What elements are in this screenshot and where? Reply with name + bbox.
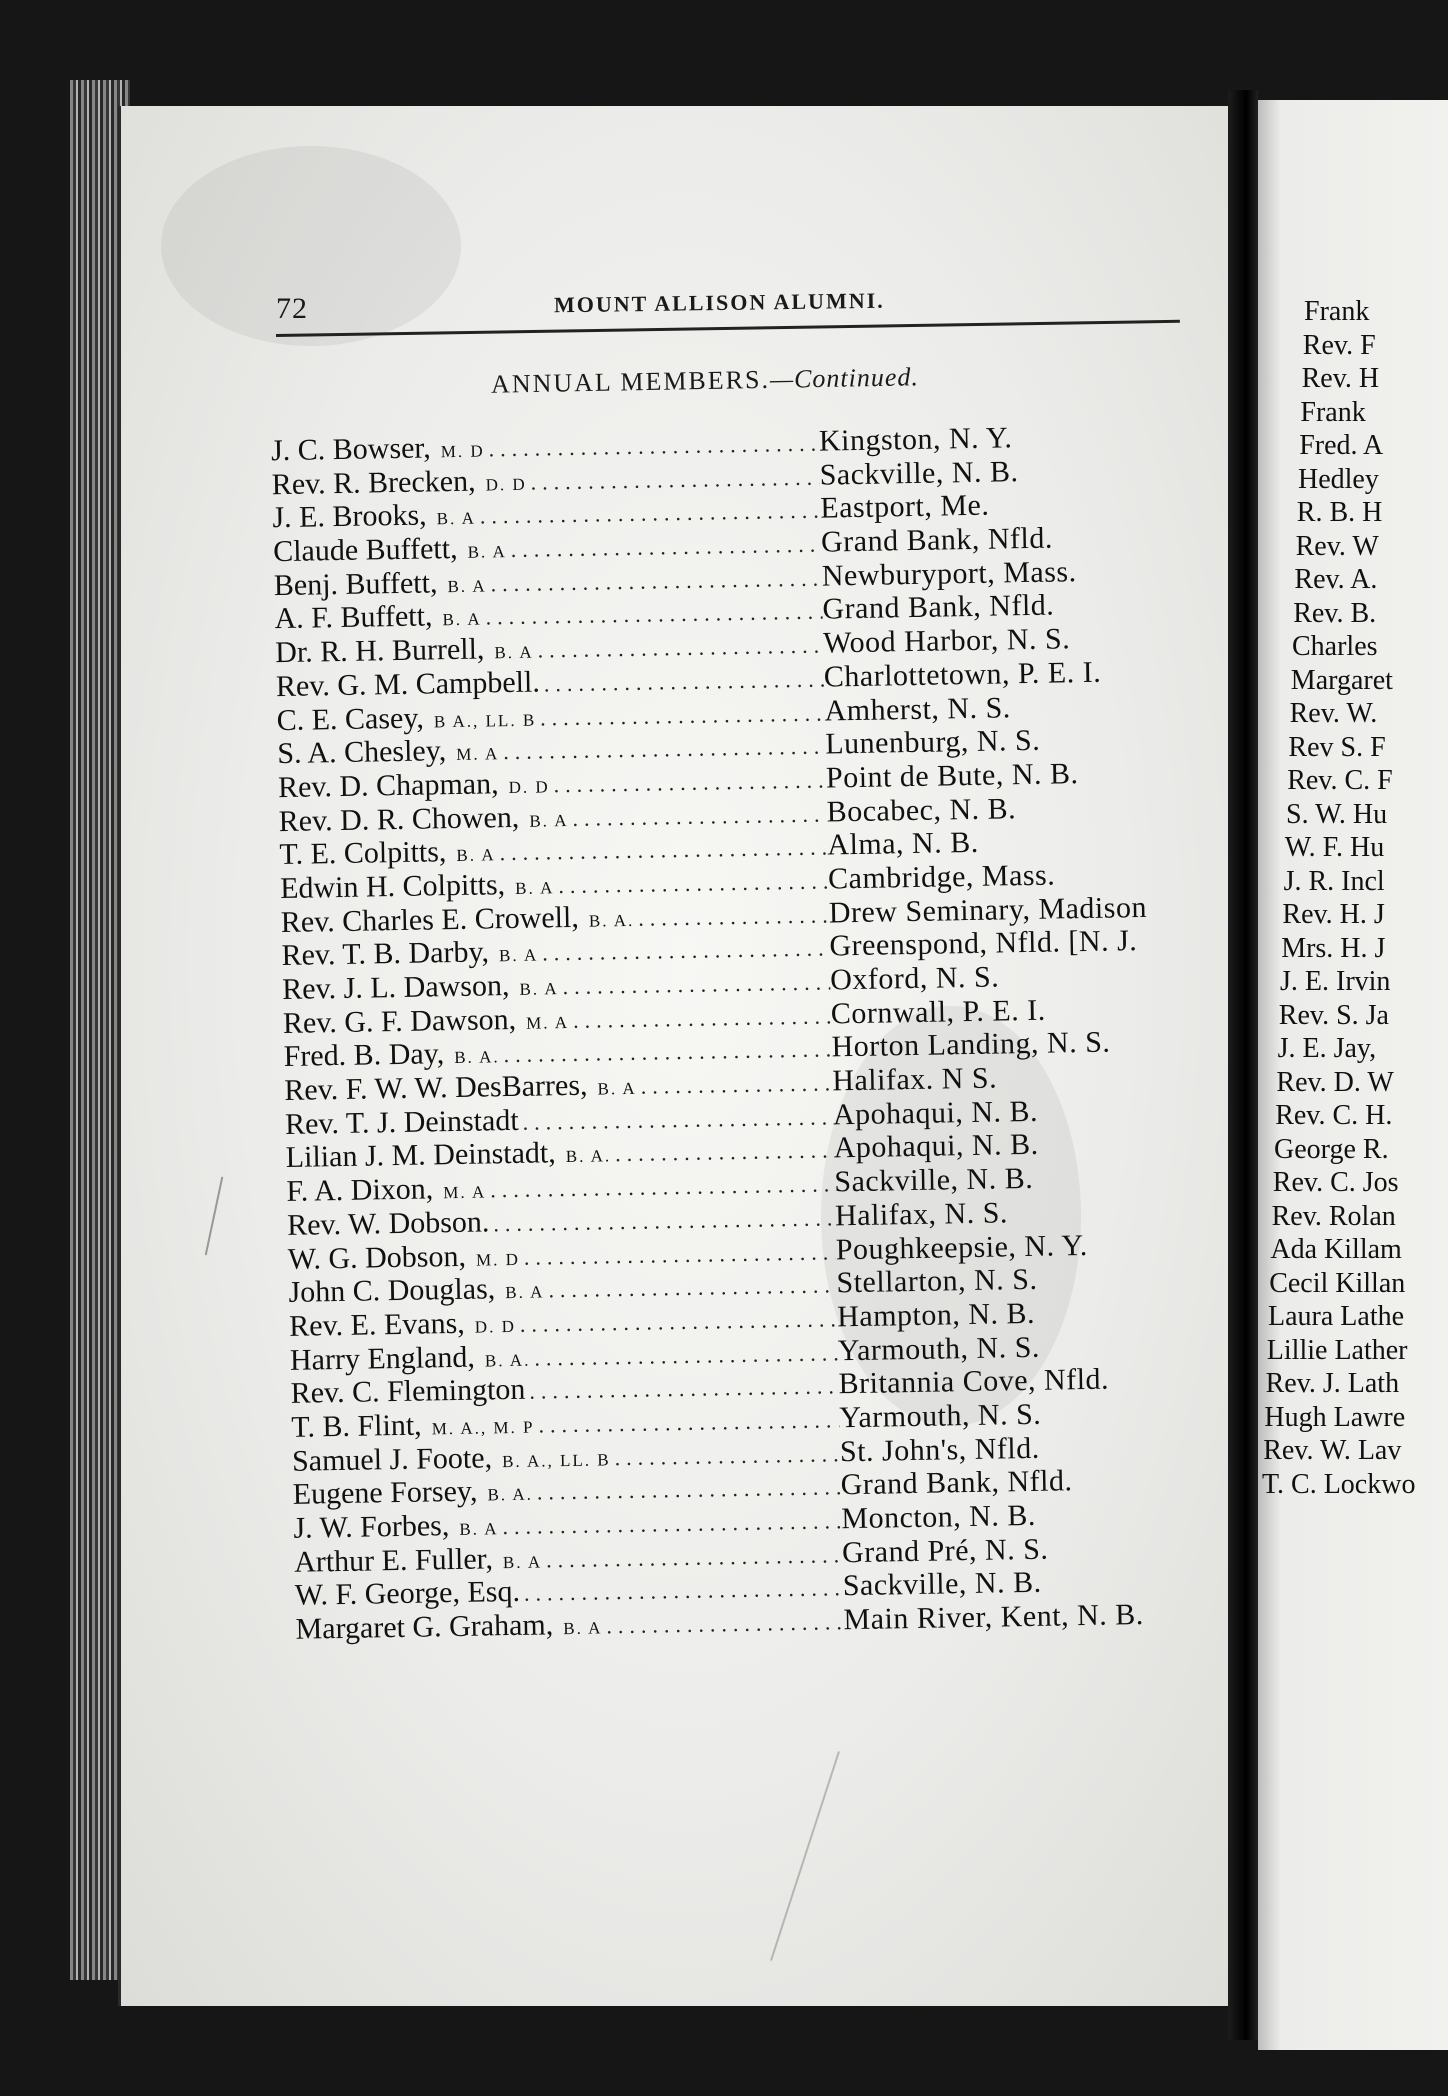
- member-degree: M. A., M. P: [431, 1417, 535, 1439]
- facing-page-fragment: Rev. W: [1295, 530, 1379, 562]
- facing-page-fragment: Rev. B.: [1293, 597, 1377, 629]
- running-header-title: MOUNT ALLISON ALUMNI.: [553, 287, 885, 318]
- member-degree: B. A: [519, 979, 559, 999]
- member-place: Eastport, Me.: [820, 489, 990, 525]
- member-name: Fred. B. Day,: [283, 1037, 445, 1074]
- facing-page-fragment: Margaret: [1290, 664, 1393, 696]
- facing-page-fragment: Mrs. H. J: [1281, 932, 1386, 964]
- member-name: Rev. T. J. Deinstadt: [284, 1103, 519, 1141]
- scan-scratch: [205, 1177, 224, 1256]
- member-place: Stellarton, N. S.: [836, 1263, 1038, 1300]
- member-place: Halifax, N. S.: [834, 1196, 1009, 1233]
- member-place: Sackville, N. B.: [819, 454, 1019, 492]
- member-degree: M. D: [440, 441, 485, 462]
- member-name: C. E. Casey,: [276, 701, 425, 737]
- member-degree: M. A: [456, 744, 500, 765]
- facing-page-fragment: T. C. Lockwo: [1262, 1468, 1416, 1500]
- facing-page-fragment: Rev. F: [1302, 329, 1376, 361]
- facing-page-fragment: J. R. Incl: [1283, 865, 1385, 897]
- member-place: Yarmouth, N. S.: [837, 1330, 1041, 1367]
- member-degree: B. A: [597, 1078, 637, 1099]
- facing-page-fragment: Rev. H. J: [1282, 899, 1385, 930]
- member-name: Rev. W. Dobson.: [286, 1205, 490, 1242]
- member-place: Hampton, N. B.: [836, 1296, 1036, 1334]
- member-place: Horton Landing, N. S.: [831, 1025, 1111, 1064]
- member-name: Rev. D. Chapman,: [277, 767, 499, 804]
- member-degree: D. D: [474, 1316, 517, 1337]
- member-place: St. John's, Nfld.: [839, 1431, 1041, 1468]
- member-name: W. F. George, Esq.: [294, 1575, 521, 1613]
- facing-page-fragment: J. E. Irvin: [1280, 966, 1391, 997]
- member-degree: B. A: [505, 1282, 545, 1303]
- member-name: W. G. Dobson,: [287, 1239, 467, 1276]
- member-name: Rev. T. B. Darby,: [281, 935, 490, 973]
- section-heading-continued: —Continued.: [769, 362, 920, 394]
- facing-page-fragment: Hugh Lawre: [1264, 1401, 1406, 1433]
- section-heading: [491, 362, 919, 399]
- facing-page-fragment: Fred. A: [1299, 430, 1384, 461]
- dot-leader: [602, 1605, 844, 1643]
- member-name: J. C. Bowser,: [270, 431, 431, 468]
- facing-page-fragment: Frank: [1300, 396, 1366, 428]
- member-place: Yarmouth, N. S.: [838, 1397, 1042, 1435]
- member-degree: B. A: [436, 509, 477, 529]
- facing-page-fragment: S. W. Hu: [1286, 798, 1388, 830]
- member-degree: B. A: [447, 576, 487, 596]
- member-name: Samuel J. Foote,: [291, 1440, 493, 1478]
- member-name: Rev. Charles E. Crowell,: [280, 900, 580, 939]
- member-name: Rev. F. W. W. DesBarres,: [284, 1068, 588, 1108]
- member-place: Sackville, N. B.: [834, 1162, 1034, 1199]
- member-degree: B. A: [467, 542, 507, 562]
- facing-page-fragment: Frank: [1304, 296, 1370, 327]
- member-degree: B. A.: [484, 1350, 531, 1371]
- facing-page-fragment: Rev. W. Lav: [1263, 1435, 1402, 1466]
- member-place: Main River, Kent, N. B.: [843, 1598, 1144, 1637]
- facing-page-fragment: R. B. H: [1296, 497, 1383, 528]
- member-place: Cambridge, Mass.: [827, 858, 1056, 896]
- member-name: Harry England,: [289, 1340, 476, 1377]
- member-place: Grand Pré, N. S.: [841, 1532, 1049, 1569]
- member-degree: B. A.: [565, 1146, 612, 1167]
- member-name: T. B. Flint,: [291, 1408, 422, 1444]
- member-name: A. F. Buffett,: [274, 599, 433, 636]
- facing-page-fragment: Rev. A.: [1294, 564, 1378, 595]
- member-degree: B. A: [563, 1618, 603, 1639]
- member-name: Margaret G. Graham,: [295, 1608, 554, 1646]
- member-list: [270, 421, 1211, 1646]
- member-name: T. E. Colpitts,: [279, 835, 447, 872]
- member-place: Amherst, N. S.: [824, 690, 1012, 728]
- facing-page-fragment: Hedley: [1298, 463, 1379, 495]
- member-name: S. A. Chesley,: [277, 734, 447, 771]
- member-name: Rev. R. Brecken,: [271, 464, 476, 501]
- section-heading-title: ANNUAL MEMBERS.: [490, 364, 771, 399]
- member-name: Arthur E. Fuller,: [293, 1542, 494, 1579]
- member-name: Rev. G. M. Campbell.: [275, 665, 541, 703]
- facing-page-fragment: Rev S. F: [1288, 731, 1386, 763]
- facing-page-fragment: Rev. H: [1301, 363, 1380, 394]
- facing-page-fragment: Rev. C. Jos: [1272, 1167, 1399, 1198]
- member-place: Apohaqui, N. B.: [832, 1094, 1039, 1132]
- member-degree: M. A: [525, 1012, 570, 1033]
- member-name: F. A. Dixon,: [286, 1172, 434, 1209]
- member-place: Kingston, N. Y.: [818, 421, 1013, 458]
- member-degree: B. A., LL. B: [501, 1449, 611, 1471]
- member-degree: B. A: [515, 878, 555, 898]
- member-degree: M. A: [443, 1182, 487, 1203]
- facing-page-fragment: W. F. Hu: [1284, 832, 1385, 863]
- member-place: Point de Bute, N. B.: [825, 756, 1079, 795]
- member-place: Wood Harbor, N. S.: [822, 622, 1071, 660]
- member-name: J. W. Forbes,: [293, 1509, 450, 1545]
- facing-page: [1258, 100, 1448, 2050]
- member-place: Grand Bank, Nfld.: [840, 1464, 1073, 1502]
- member-place: Bocabec, N. B.: [826, 791, 1017, 829]
- member-name: Claude Buffett,: [272, 532, 458, 569]
- member-name: Rev. D. R. Chowen,: [278, 800, 520, 838]
- member-place: Britannia Cove, Nfld.: [838, 1362, 1110, 1401]
- header-rule: [276, 320, 1180, 337]
- book-gutter: [1228, 90, 1258, 2040]
- member-degree: B. A: [502, 1552, 543, 1572]
- member-degree: B. A.: [454, 1047, 500, 1068]
- facing-page-fragment: Rev. Rolan: [1271, 1200, 1396, 1232]
- member-place: Moncton, N. B.: [841, 1498, 1037, 1536]
- member-name: Dr. R. H. Burrell,: [274, 632, 485, 670]
- member-name: Lilian J. M. Deinstadt,: [285, 1136, 556, 1175]
- member-place: Charlottetown, P. E. I.: [823, 655, 1102, 694]
- member-name: John C. Douglas,: [288, 1272, 496, 1310]
- member-place: Grand Bank, Nfld.: [822, 588, 1055, 627]
- member-degree: B. A: [529, 810, 569, 831]
- facing-page-fragment: Rev. D. W: [1276, 1066, 1394, 1098]
- member-degree: B. A: [442, 609, 482, 630]
- member-name: Rev. E. Evans,: [288, 1306, 466, 1343]
- facing-page-fragment: Rev. S. Ja: [1278, 999, 1389, 1031]
- member-place: Cornwall, P. E. I.: [830, 993, 1046, 1031]
- member-place: Lunenburg, N. S.: [824, 723, 1041, 761]
- facing-page-fragment: Charles: [1292, 631, 1378, 662]
- member-degree: B. A: [459, 1519, 499, 1539]
- member-name: Edwin H. Colpitts,: [279, 868, 506, 905]
- member-place: Alma, N. B.: [827, 826, 979, 862]
- member-name: Rev. J. L. Dawson,: [281, 969, 510, 1007]
- scan-smudge: [161, 146, 461, 346]
- member-place: Sackville, N. B.: [842, 1566, 1042, 1603]
- facing-page-fragment: Lillie Lather: [1266, 1334, 1408, 1366]
- member-place: Drew Seminary, Madison: [828, 890, 1148, 930]
- left-page: [118, 106, 1249, 2006]
- member-name: Eugene Forsey,: [292, 1474, 478, 1512]
- facing-page-fragment: Laura Lathe: [1268, 1301, 1405, 1332]
- member-place: Poughkeepsie, N. Y.: [835, 1228, 1089, 1266]
- member-place: Apohaqui, N. B.: [833, 1128, 1039, 1165]
- member-name: J. E. Brooks,: [272, 498, 427, 535]
- member-degree: D. D: [508, 777, 550, 797]
- scan-scratch: [770, 1751, 840, 1961]
- member-name: Rev. C. Flemington: [290, 1373, 526, 1411]
- member-place: Newburyport, Mass.: [821, 554, 1077, 593]
- member-place: Oxford, N. S.: [829, 960, 1000, 997]
- facing-page-fragment: Rev. J. Lath: [1265, 1368, 1400, 1399]
- facing-page-fragment: Rev. C. F: [1287, 765, 1393, 796]
- member-place: Greenspond, Nfld. [N. J.: [829, 924, 1138, 963]
- member-place: Halifax. N S.: [831, 1061, 998, 1098]
- member-degree: M. D: [475, 1249, 521, 1270]
- facing-page-fragment: Rev. C. H.: [1275, 1100, 1393, 1131]
- member-degree: B. A: [494, 642, 534, 663]
- member-degree: D. D: [485, 474, 527, 495]
- member-name: Rev. G. F. Dawson,: [282, 1002, 517, 1040]
- facing-page-fragment: Rev. W.: [1289, 698, 1378, 729]
- facing-page-fragment: J. E. Jay,: [1277, 1033, 1377, 1064]
- member-place: Grand Bank, Nfld.: [820, 521, 1054, 559]
- member-degree: B. A.: [487, 1484, 534, 1505]
- member-degree: B. A: [498, 945, 539, 966]
- facing-page-fragment: Ada Killam: [1270, 1234, 1402, 1265]
- member-degree: B. A: [456, 845, 496, 866]
- facing-page-list: [1258, 295, 1415, 1501]
- member-degree: B. A.: [588, 910, 635, 931]
- member-degree: B A., LL. B: [433, 710, 537, 731]
- member-name: Benj. Buffett,: [273, 566, 438, 602]
- page-number: 72: [276, 292, 308, 325]
- facing-page-fragment: Cecil Killan: [1269, 1267, 1406, 1299]
- facing-page-fragment: George R.: [1274, 1133, 1389, 1165]
